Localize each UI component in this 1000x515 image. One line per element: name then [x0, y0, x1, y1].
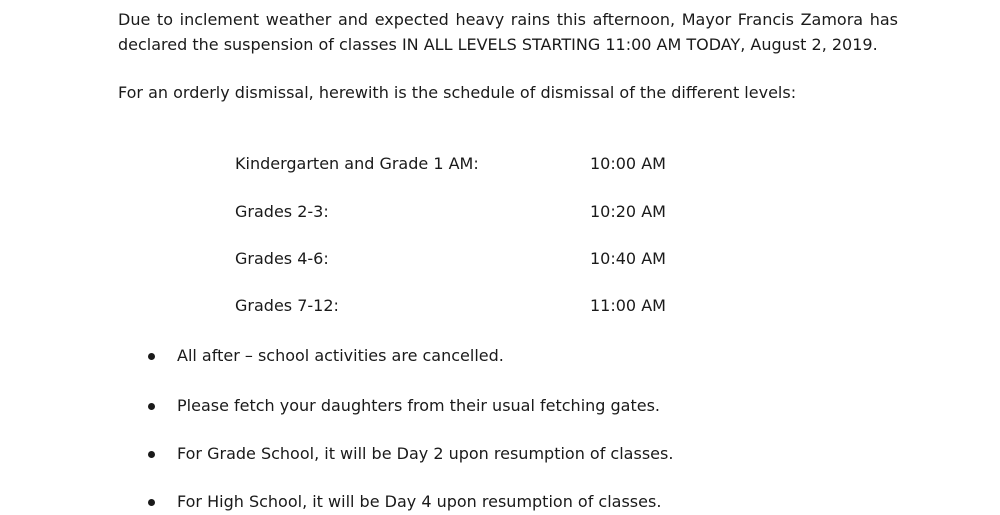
bullet-text: All after – school activities are cancelled.: [177, 346, 504, 365]
schedule-row: [235, 152, 715, 176]
suspension-announcement-paragraph: Due to inclement weather and expected heavy rains this afternoon, Mayor Francis Zamora has declared the suspension of classes IN ALL LEVELS STARTING 11:00 AM TODAY, August 2, 2019.: [118, 10, 898, 54]
bullet-dot-icon: [148, 499, 155, 506]
bullet-text: Please fetch your daughters from their usual fetching gates.: [177, 396, 661, 415]
schedule-level: Grades 4-6:: [235, 249, 329, 268]
schedule-row: [235, 294, 715, 318]
bullet-item: [148, 489, 908, 515]
dismissal-intro-paragraph: For an orderly dismissal, herewith is the schedule of dismissal of the different levels:: [118, 83, 797, 102]
schedule-level: Kindergarten and Grade 1 AM:: [235, 154, 479, 173]
schedule-time: 11:00 AM: [590, 296, 666, 315]
schedule-time: 10:40 AM: [590, 249, 666, 268]
bullet-item: [148, 393, 908, 419]
schedule-row: [235, 200, 715, 224]
schedule-time: 10:20 AM: [590, 202, 666, 221]
bullet-text: For Grade School, it will be Day 2 upon resumption of classes.: [177, 444, 674, 463]
schedule-level: Grades 2-3:: [235, 202, 329, 221]
schedule-time: 10:00 AM: [590, 154, 666, 173]
bullet-dot-icon: [148, 403, 155, 410]
bullet-item: [148, 343, 908, 369]
bullet-dot-icon: [148, 451, 155, 458]
bullet-text: For High School, it will be Day 4 upon resumption of classes.: [177, 492, 662, 511]
schedule-row: [235, 247, 715, 271]
bullet-dot-icon: [148, 353, 155, 360]
schedule-level: Grades 7-12:: [235, 296, 339, 315]
bullet-item: [148, 441, 908, 467]
